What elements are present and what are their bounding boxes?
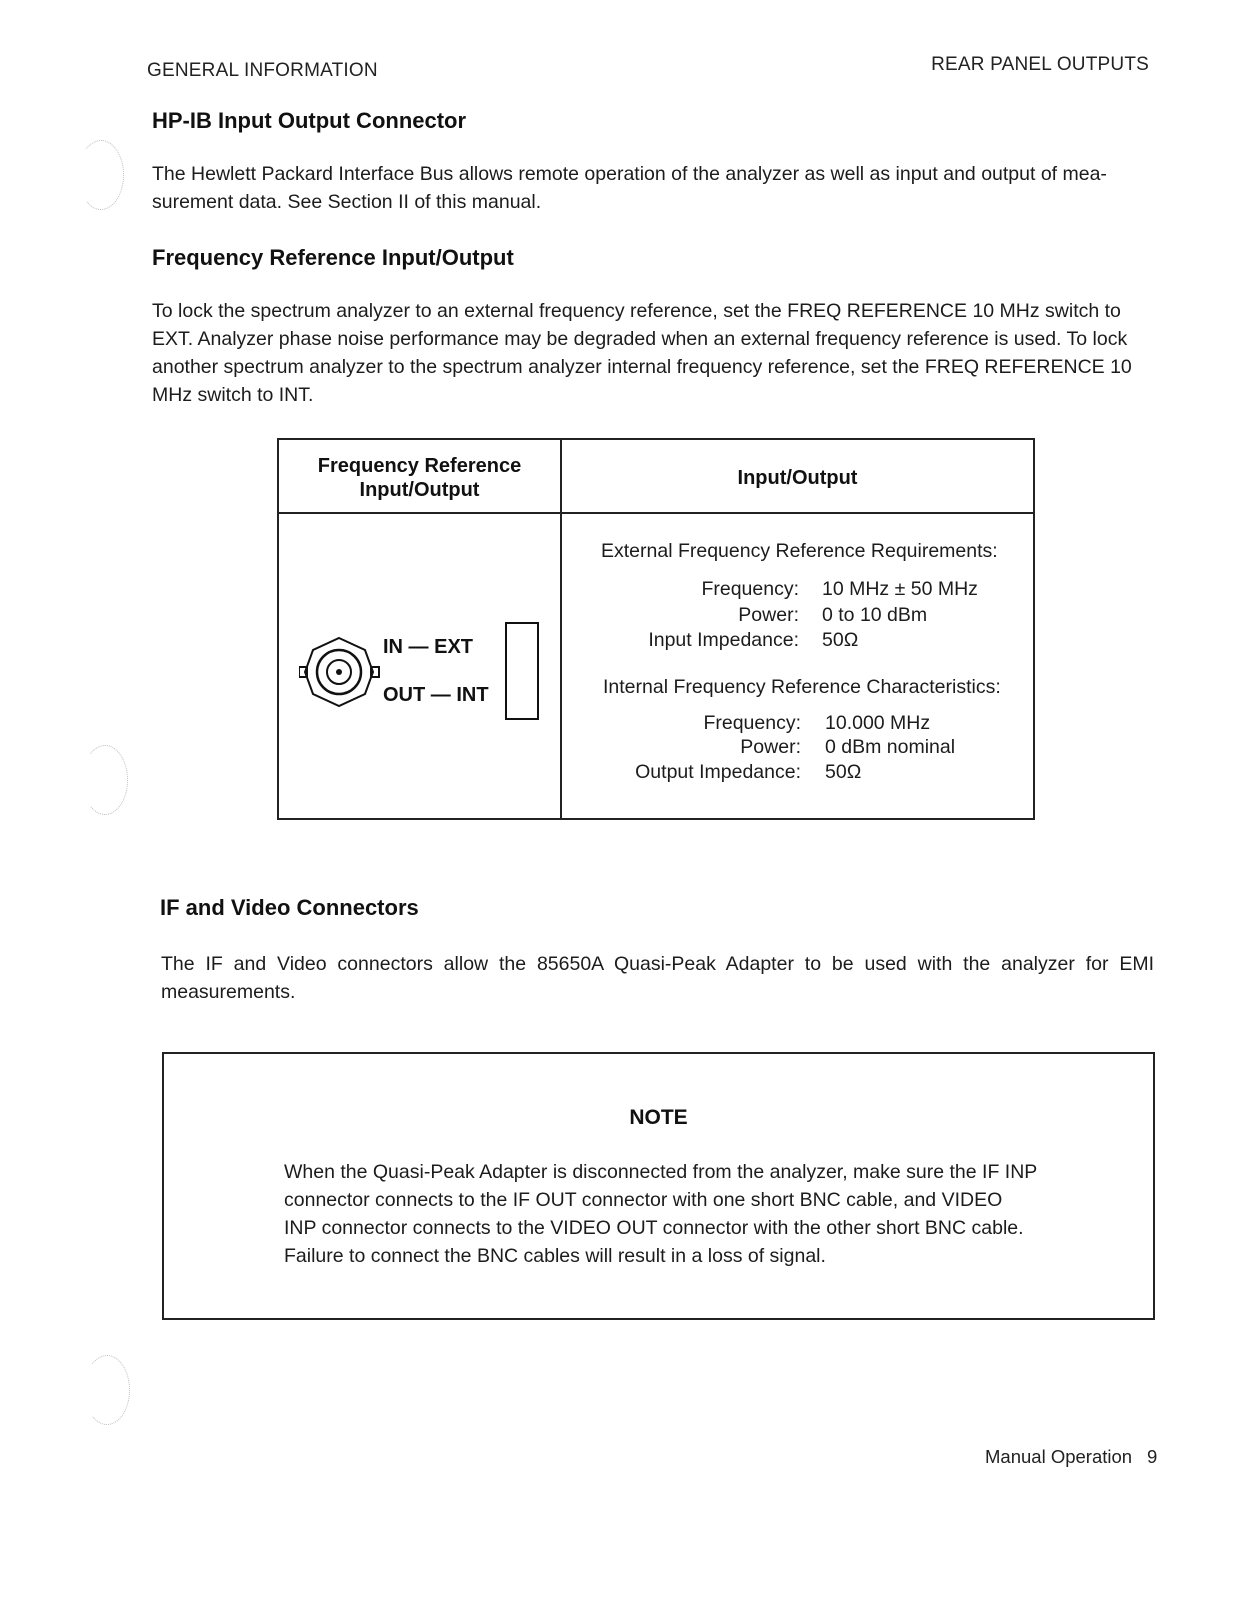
freq-ref-paragraph <box>152 297 1147 409</box>
table-header-col1 <box>279 454 560 502</box>
internal-row-impedance <box>579 761 801 787</box>
page-number: 9 <box>1147 1446 1158 1467</box>
switch-label-out-int: OUT — INT <box>383 684 489 706</box>
internal-heading: Internal Frequency Reference Characteristics: <box>603 676 1001 698</box>
table-header-divider <box>279 512 1033 514</box>
internal-impedance-label: Output Impedance: <box>635 761 801 783</box>
if-video-line-2: measurements. <box>161 981 296 1003</box>
freq-ref-line-1: To lock the spectrum analyzer to an external frequency reference, set the FREQ REFERENCE 10 MHz switch to <box>152 300 1121 322</box>
external-heading: External Frequency Reference Requirements: <box>601 540 998 562</box>
running-header-left: GENERAL INFORMATION <box>147 60 378 81</box>
internal-frequency-label: Frequency: <box>703 712 801 734</box>
external-row-power <box>579 604 799 630</box>
freq-ref-section-title: Frequency Reference Input/Output <box>152 245 514 270</box>
external-row-frequency <box>579 578 799 604</box>
freq-ref-line-2: EXT. Analyzer phase noise performance may be degraded when an external frequency reference is used. To lock <box>152 328 1128 350</box>
external-impedance-label: Input Impedance: <box>648 629 799 651</box>
external-impedance-value: 50Ω <box>822 629 859 651</box>
internal-row-frequency <box>579 712 801 738</box>
internal-row-power <box>579 736 801 762</box>
external-power-label: Power: <box>738 604 799 626</box>
if-video-line-1-text: The IF and Video connectors allow the 85650A Quasi-Peak Adapter to be used with the analyzer for EMI <box>161 953 1154 975</box>
note-line-4: Failure to connect the BNC cables will result in a loss of signal. <box>284 1245 826 1267</box>
punch-hole-top <box>78 140 124 210</box>
note-line-3: INP connector connects to the VIDEO OUT connector with the other short BNC cable. <box>284 1217 1024 1239</box>
note-title: NOTE <box>629 1106 688 1129</box>
internal-power-value: 0 dBm nominal <box>825 736 956 758</box>
bnc-connector-icon <box>299 632 381 712</box>
internal-frequency-value: 10.000 MHz <box>825 712 931 734</box>
if-video-line-1 <box>161 950 1154 978</box>
switch-label-in-ext: IN — EXT <box>383 636 474 658</box>
note-box <box>162 1052 1155 1320</box>
note-line-1: When the Quasi-Peak Adapter is disconnected from the analyzer, make sure the IF INP <box>284 1161 1038 1183</box>
freq-ref-line-4: MHz switch to INT. <box>152 384 314 406</box>
if-video-section-title: IF and Video Connectors <box>160 895 419 920</box>
table-header-col1-line1: Frequency Reference <box>317 455 522 477</box>
hpib-section-title: HP-IB Input Output Connector <box>152 108 467 133</box>
hpib-line-1: The Hewlett Packard Interface Bus allows remote operation of the analyzer as well as input and output of mea- <box>152 163 1107 185</box>
freq-ref-table <box>277 438 1035 820</box>
hpib-paragraph <box>152 160 1142 216</box>
freq-ref-line-3: another spectrum analyzer to the spectrum analyzer internal frequency reference, set the FREQ REFERENCE 10 <box>152 356 1132 378</box>
hpib-line-2: surement data. See Section II of this manual. <box>152 191 542 213</box>
running-header-right: REAR PANEL OUTPUTS <box>931 54 1149 75</box>
external-frequency-label: Frequency: <box>701 578 799 600</box>
table-header-col1-line2: Input/Output <box>359 479 480 501</box>
if-video-paragraph <box>161 950 1154 1006</box>
external-frequency-value: 10 MHz ± 50 MHz <box>822 578 978 600</box>
table-header-col2: Input/Output <box>737 467 858 489</box>
punch-hole-middle <box>82 745 128 815</box>
punch-hole-bottom <box>84 1355 130 1425</box>
note-paragraph <box>284 1158 1054 1270</box>
note-line-2: connector connects to the IF OUT connector with one short BNC cable, and VIDEO <box>284 1189 1003 1211</box>
switch-icon <box>505 622 539 720</box>
external-power-value: 0 to 10 dBm <box>822 604 928 626</box>
internal-impedance-value: 50Ω <box>825 761 862 783</box>
footer-section-name: Manual Operation <box>985 1446 1133 1467</box>
table-column-divider <box>560 440 562 818</box>
external-row-impedance <box>579 629 799 655</box>
internal-power-label: Power: <box>740 736 801 758</box>
